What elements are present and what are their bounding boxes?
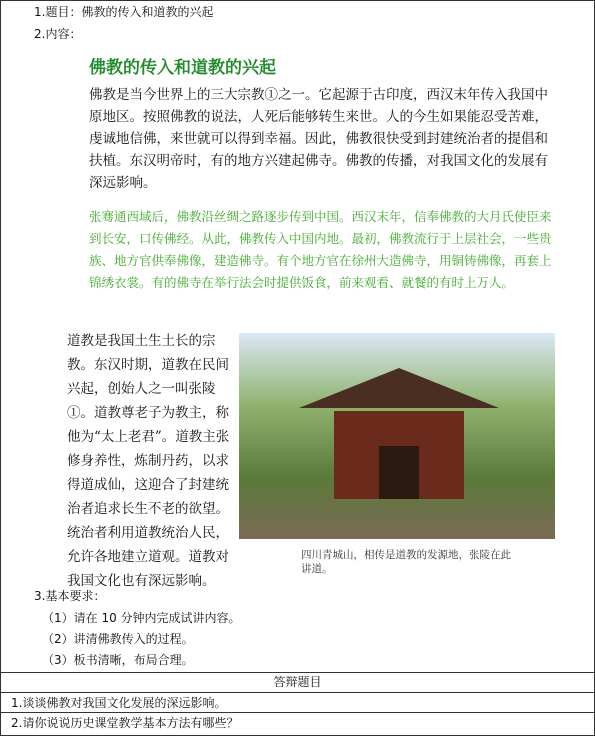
photo-caption: 四川青城山，相传是道教的发源地，张陵在此讲道。 [301, 549, 511, 575]
temple-photo [239, 333, 555, 539]
textbook-paragraph-2: 张骞通西域后，佛教沿丝绸之路逐步传到中国。西汉末年，信奉佛教的大月氏使臣来到长安，口传佛经。从此，佛教传入中国内地。最初，佛教流行于上层社会，一些贵族、地方官供奉佛像，建造佛寺。有个地方官在徐州大造佛寺，用铜铸佛像，再套上锦绣衣裳。有的佛寺在举行法会时提供饭食，前来观看、就餐的有时上万人。 [89, 209, 552, 290]
defense-question-2: 2.请你说说历史课堂教学基本方法有哪些？ [11, 716, 239, 730]
textbook-paragraph-1: 佛教是当今世界上的三大宗教①之一。它起源于古印度，西汉末年传入我国中原地区。按照佛教的说法，人死后能够转生来世。人的今生如果能忍受苦难，虔诚地信佛，来世就可以得到幸福。因此，佛教很快受到封建统治者的提倡和扶植。东汉明帝时，有的地方兴建起佛寺。佛教的传播，对我国文化的发展有深远影响。 [89, 87, 548, 191]
defense-section-header: 答辩题目 [1, 672, 594, 693]
topic-line: 1.题目：佛教的传入和道教的兴起 [34, 5, 214, 19]
requirement-item-2: （2）讲清佛教传入的过程。 [42, 632, 194, 646]
taoism-paragraph: 道教是我国土生土长的宗教。东汉时期，道教在民间兴起，创始人之一叫张陵①。道教尊老子为教主，称他为“太上老君”。道教主张修身养性，炼制丹药，以求得道成仙，这迎合了封建统治者追求长生不老的欲望。统治者利用道教统治人民，允许各地建立道观。道教对我国文化也有深远影响。 [67, 333, 230, 589]
temple-roof-shape [299, 368, 499, 408]
requirement-item-1: （1）请在 10 分钟内完成试讲内容。 [42, 611, 241, 625]
textbook-excerpt [89, 53, 559, 294]
temple-gate-shape [379, 446, 419, 499]
requirement-item-3: （3）板书清晰，布局合理。 [42, 653, 194, 667]
requirements-heading: 3.基本要求： [34, 589, 106, 603]
defense-question-1: 1.谈谈佛教对我国文化发展的深远影响。 [11, 696, 227, 710]
content-label: 2.内容： [34, 27, 82, 41]
textbook-title: 佛教的传入和道教的兴起 [89, 58, 276, 78]
